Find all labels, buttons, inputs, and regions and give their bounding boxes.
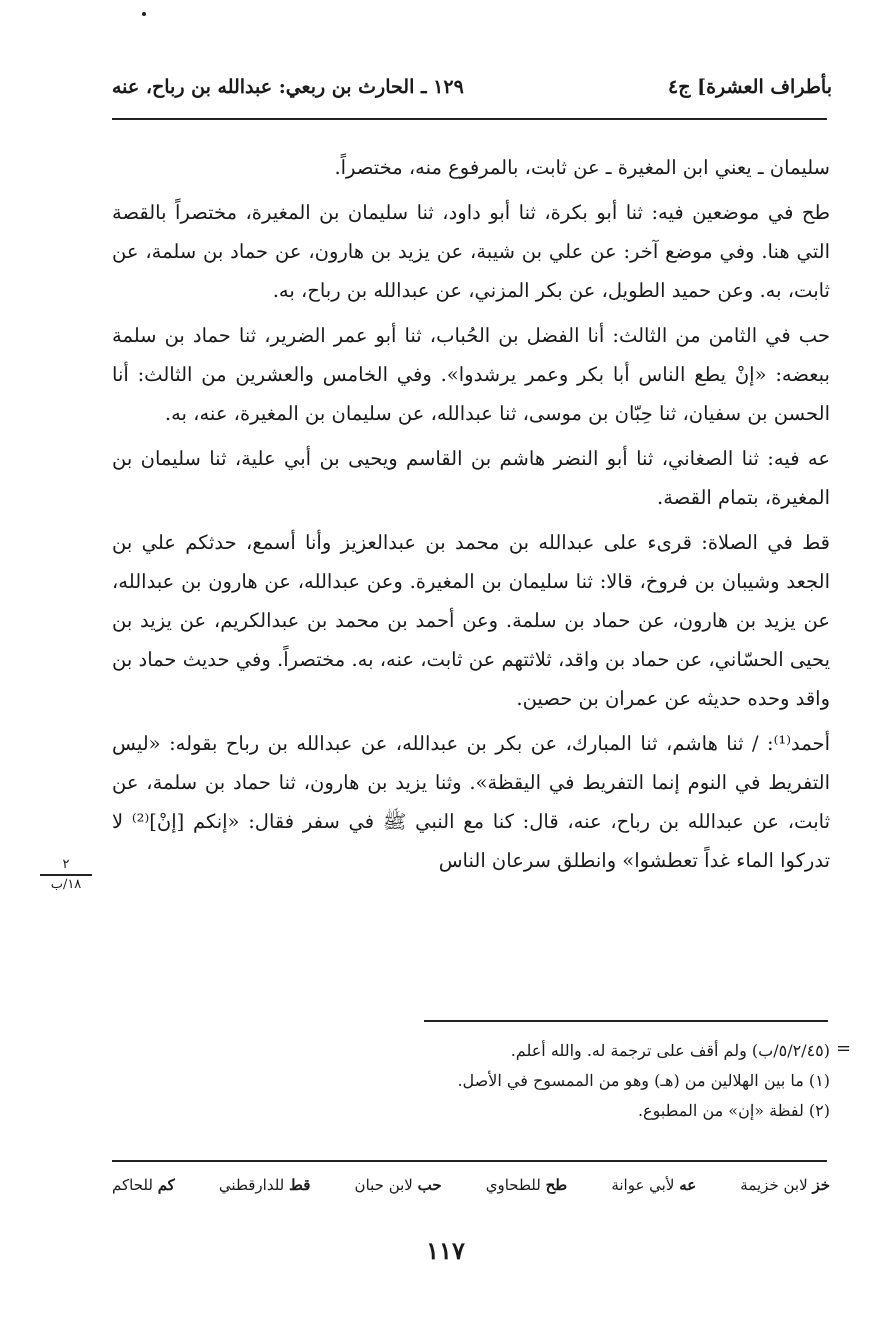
abbreviation-item: طح للطحاوي	[485, 1176, 568, 1194]
paragraph: أحمد⁽¹⁾: / ثنا هاشم، ثنا المبارك، عن بكر بن عبدالله، عن عبدالله بن رباح بقوله: «ليس التفريط في النوم إنما التفريط في اليقظة». وثنا يزيد بن هارون، ثنا حماد بن سلمة، عن ثابت، عن عبدالله بن رباح، عنه، قال: كنا مع النبي ﷺ في سفر فقال: «إنكم [إنْ]⁽²⁾ لا تدركوا الماء غداً تعطشوا» وانطلق سرعان الناس	[112, 732, 831, 872]
footnote-continuation-marker: =	[836, 1038, 852, 1059]
header-volume: بأطراف العشرة] ج٤	[668, 76, 832, 98]
running-header	[112, 70, 832, 104]
header-title: ١٢٩ ـ الحارث بن ربعي: عبدالله بن رباح، عنه	[112, 76, 464, 98]
footnote: (٢) لفظة «إن» من المطبوع.	[637, 1101, 830, 1120]
page-number: ١١٧	[426, 1236, 465, 1265]
footnote: (٥/٢/٤٥/ب) ولم أقف على ترجمة له. والله أعلم.	[510, 1041, 830, 1060]
abbreviation-item: عه لأبي عوانة	[611, 1176, 697, 1194]
paragraph: سليمان ـ يعني ابن المغيرة ـ عن ثابت، بالمرفوع منه، مختصراً.	[334, 156, 830, 179]
folio-number: ٢	[62, 857, 70, 872]
footnotes	[150, 1036, 830, 1126]
paragraph: طح في موضعين فيه: ثنا أبو بكرة، ثنا أبو داود، ثنا سليمان بن المغيرة، مختصراً بالقصة التي هنا. وفي موضع آخر: عن علي بن شيبة، عن يزيد بن هارون، عن حماد بن سلمة، عن ثابت، به. وعن حميد الطويل، عن بكر المزني، عن عبدالله بن رباح، به.	[112, 201, 830, 302]
paragraph: عه فيه: ثنا الصغاني، ثنا أبو النضر هاشم بن القاسم ويحيى بن أبي علية، ثنا سليمان بن المغيرة، بتمام القصة.	[112, 447, 830, 509]
abbreviation-key	[112, 1176, 830, 1194]
speck-mark	[142, 12, 146, 16]
header-divider	[112, 118, 827, 120]
abbreviation-item: حب لابن حبان	[354, 1176, 442, 1194]
footnote-divider	[424, 1020, 828, 1022]
abbreviation-item: قط للدارقطني	[218, 1176, 311, 1194]
manuscript-folio-note	[40, 858, 92, 892]
paragraph: حب في الثامن من الثالث: أنا الفضل بن الحُباب، ثنا أبو عمر الضرير، ثنا حماد بن سلمة ببعضه: «إنْ يطع الناس أبا بكر وعمر يرشدوا». وفي الخامس والعشرين من الثالث: أنا الحسن بن سفيان، ثنا حِبّان بن موسى، ثنا عبدالله، عن سليمان بن المغيرة، عنه، به.	[112, 324, 830, 425]
paragraph: قط في الصلاة: قرىء على عبدالله بن محمد بن عبدالعزيز وأنا أسمع، حدثكم علي بن الجعد وشيبان بن فروخ، قالا: ثنا سليمان بن المغيرة. وعن عبدالله، عن هارون بن عبدالله، عن يزيد بن هارون، عن حماد بن سلمة. وعن أحمد بن محمد بن عبدالكريم، عن يزيد بن يحيى الحسّاني، عن حماد بن واقد، ثلاثتهم عن ثابت، عنه، به. مختصراً. وفي حديث حماد بن واقد وحده حديثه عن عمران بن حصين.	[112, 531, 830, 710]
folio-page: ١٨/ب	[50, 876, 82, 892]
footnote: (١) ما بين الهلالين من (هـ) وهو من الممسوح في الأصل.	[457, 1071, 830, 1090]
abbreviation-item: كم للحاكم	[112, 1176, 175, 1194]
folio-divider	[40, 874, 92, 876]
abbreviation-divider	[112, 1160, 827, 1162]
abbreviation-item: خز لابن خزيمة	[740, 1176, 830, 1194]
main-text	[112, 148, 830, 886]
